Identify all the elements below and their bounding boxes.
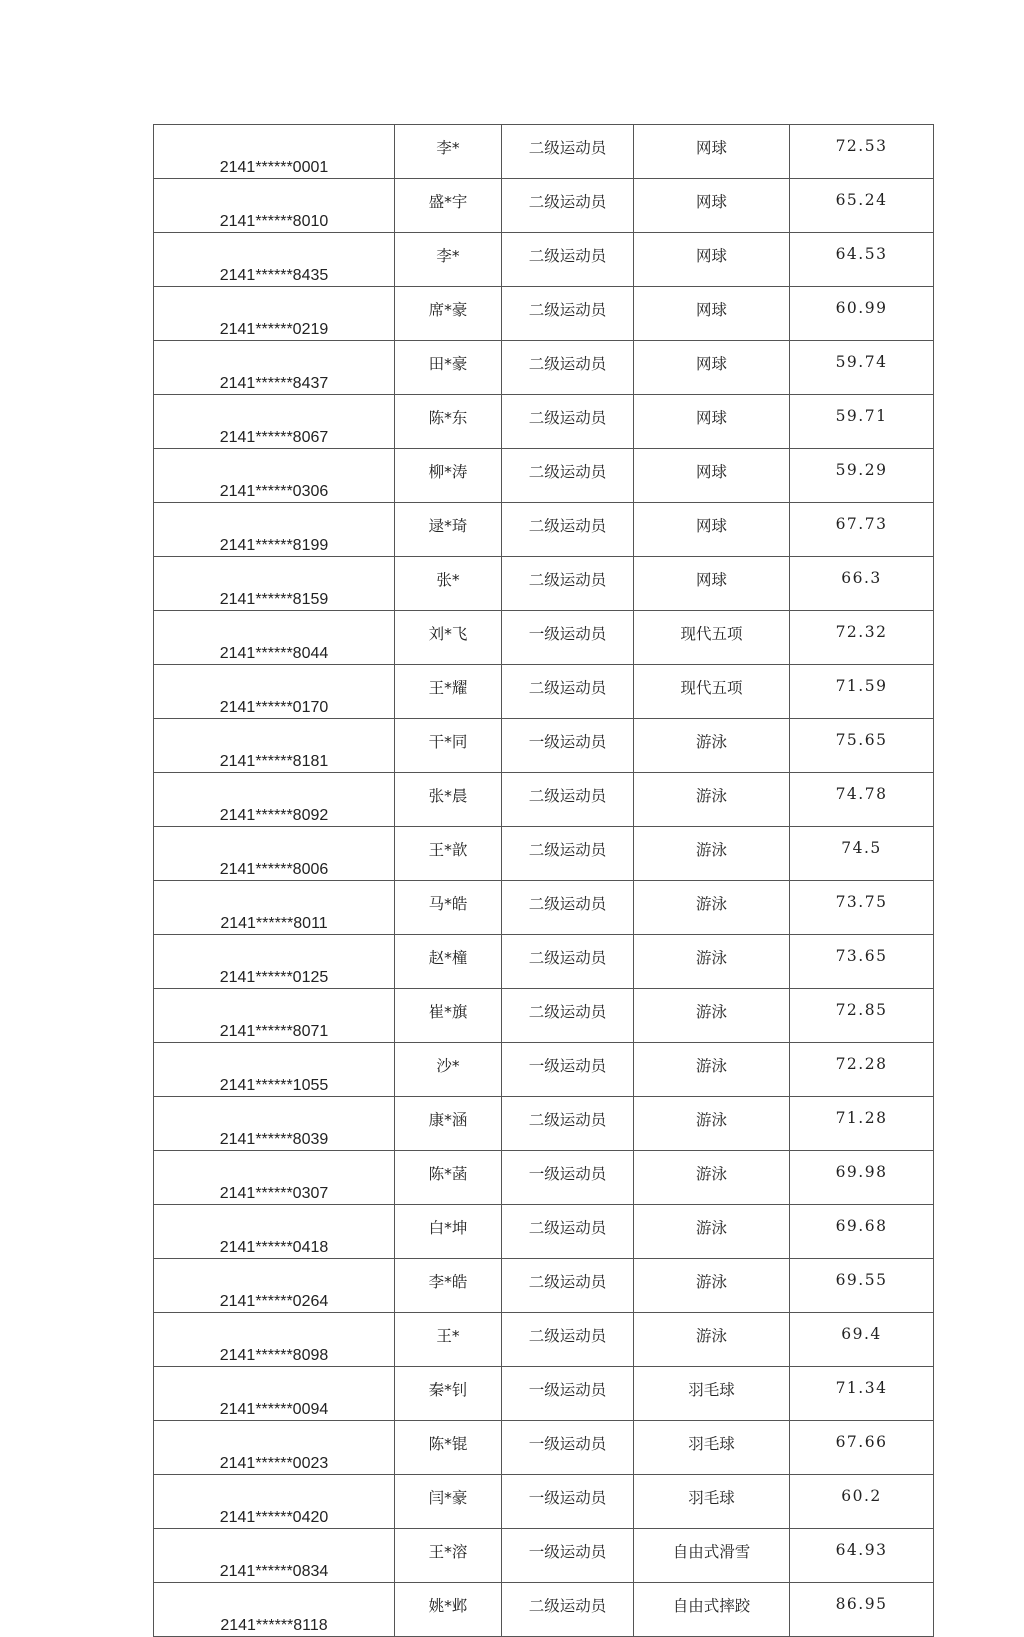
athlete-name-cell: 李* (395, 233, 502, 287)
table-row (154, 233, 934, 287)
sport-cell: 羽毛球 (634, 1421, 790, 1475)
athlete-name-cell: 逯*琦 (395, 503, 502, 557)
score-cell: 59.29 (790, 449, 934, 503)
table-row (154, 935, 934, 989)
score-cell: 72.53 (790, 125, 934, 179)
score-cell: 59.71 (790, 395, 934, 449)
athlete-name-cell: 陈*锟 (395, 1421, 502, 1475)
athlete-level-cell: 二级运动员 (502, 773, 634, 827)
candidate-id-cell: 2141******8006 (154, 827, 395, 881)
candidate-id-cell: 2141******0418 (154, 1205, 395, 1259)
table-row (154, 665, 934, 719)
sport-cell: 网球 (634, 341, 790, 395)
athlete-name-cell: 马*皓 (395, 881, 502, 935)
table-row (154, 989, 934, 1043)
sport-cell: 自由式滑雪 (634, 1529, 790, 1583)
score-cell: 73.75 (790, 881, 934, 935)
athlete-level-cell: 二级运动员 (502, 881, 634, 935)
score-cell: 71.59 (790, 665, 934, 719)
candidate-id-cell: 2141******1055 (154, 1043, 395, 1097)
athlete-level-cell: 二级运动员 (502, 341, 634, 395)
candidate-id-cell: 2141******0001 (154, 125, 395, 179)
candidate-id-cell: 2141******0834 (154, 1529, 395, 1583)
score-cell: 59.74 (790, 341, 934, 395)
score-cell: 67.73 (790, 503, 934, 557)
athlete-level-cell: 二级运动员 (502, 827, 634, 881)
athlete-level-cell: 二级运动员 (502, 1205, 634, 1259)
athlete-level-cell: 一级运动员 (502, 1475, 634, 1529)
candidate-id-cell: 2141******8118 (154, 1583, 395, 1637)
score-cell: 64.53 (790, 233, 934, 287)
athlete-level-cell: 二级运动员 (502, 557, 634, 611)
athlete-name-cell: 干*同 (395, 719, 502, 773)
score-cell: 60.2 (790, 1475, 934, 1529)
score-cell: 86.95 (790, 1583, 934, 1637)
sport-cell: 网球 (634, 395, 790, 449)
candidate-id-cell: 2141******0125 (154, 935, 395, 989)
candidate-id-cell: 2141******8199 (154, 503, 395, 557)
candidate-id-cell: 2141******8044 (154, 611, 395, 665)
sport-cell: 游泳 (634, 1043, 790, 1097)
athlete-level-cell: 二级运动员 (502, 125, 634, 179)
candidate-id-cell: 2141******0264 (154, 1259, 395, 1313)
athlete-level-cell: 二级运动员 (502, 1313, 634, 1367)
candidate-id-cell: 2141******8071 (154, 989, 395, 1043)
candidate-id-cell: 2141******8092 (154, 773, 395, 827)
athlete-level-cell: 二级运动员 (502, 665, 634, 719)
athlete-score-table (153, 124, 934, 1637)
sport-cell: 网球 (634, 557, 790, 611)
score-cell: 69.68 (790, 1205, 934, 1259)
sport-cell: 游泳 (634, 1151, 790, 1205)
athlete-level-cell: 一级运动员 (502, 1529, 634, 1583)
candidate-id-cell: 2141******8159 (154, 557, 395, 611)
athlete-name-cell: 李* (395, 125, 502, 179)
score-cell: 72.85 (790, 989, 934, 1043)
athlete-level-cell: 一级运动员 (502, 1421, 634, 1475)
table-row (154, 773, 934, 827)
score-cell: 67.66 (790, 1421, 934, 1475)
score-cell: 74.5 (790, 827, 934, 881)
table-row (154, 1313, 934, 1367)
score-cell: 64.93 (790, 1529, 934, 1583)
score-cell: 69.4 (790, 1313, 934, 1367)
table-row (154, 1259, 934, 1313)
sport-cell: 网球 (634, 179, 790, 233)
candidate-id-cell: 2141******0094 (154, 1367, 395, 1421)
sport-cell: 游泳 (634, 881, 790, 935)
athlete-name-cell: 席*豪 (395, 287, 502, 341)
athlete-level-cell: 二级运动员 (502, 1097, 634, 1151)
athlete-name-cell: 陈*菡 (395, 1151, 502, 1205)
athlete-level-cell: 一级运动员 (502, 1367, 634, 1421)
candidate-id-cell: 2141******0420 (154, 1475, 395, 1529)
sport-cell: 网球 (634, 449, 790, 503)
sport-cell: 网球 (634, 287, 790, 341)
sport-cell: 游泳 (634, 989, 790, 1043)
athlete-level-cell: 二级运动员 (502, 989, 634, 1043)
sport-cell: 网球 (634, 125, 790, 179)
table-row (154, 1151, 934, 1205)
athlete-level-cell: 二级运动员 (502, 503, 634, 557)
score-cell: 71.34 (790, 1367, 934, 1421)
score-cell: 71.28 (790, 1097, 934, 1151)
athlete-name-cell: 王*溶 (395, 1529, 502, 1583)
score-cell: 72.32 (790, 611, 934, 665)
candidate-id-cell: 2141******0023 (154, 1421, 395, 1475)
score-cell: 60.99 (790, 287, 934, 341)
score-cell: 73.65 (790, 935, 934, 989)
sport-cell: 现代五项 (634, 611, 790, 665)
athlete-name-cell: 康*涵 (395, 1097, 502, 1151)
athlete-name-cell: 陈*东 (395, 395, 502, 449)
athlete-level-cell: 一级运动员 (502, 611, 634, 665)
table-row (154, 1367, 934, 1421)
athlete-level-cell: 二级运动员 (502, 395, 634, 449)
table-row (154, 503, 934, 557)
athlete-level-cell: 一级运动员 (502, 1043, 634, 1097)
candidate-id-cell: 2141******0170 (154, 665, 395, 719)
athlete-level-cell: 一级运动员 (502, 1151, 634, 1205)
athlete-level-cell: 二级运动员 (502, 233, 634, 287)
athlete-level-cell: 二级运动员 (502, 1259, 634, 1313)
table-row (154, 881, 934, 935)
candidate-id-cell: 2141******8098 (154, 1313, 395, 1367)
athlete-level-cell: 二级运动员 (502, 935, 634, 989)
candidate-id-cell: 2141******0306 (154, 449, 395, 503)
sport-cell: 现代五项 (634, 665, 790, 719)
table-row (154, 395, 934, 449)
table-row (154, 557, 934, 611)
sport-cell: 游泳 (634, 1313, 790, 1367)
table-row (154, 827, 934, 881)
candidate-id-cell: 2141******8011 (154, 881, 395, 935)
table-row (154, 1043, 934, 1097)
athlete-level-cell: 一级运动员 (502, 719, 634, 773)
sport-cell: 游泳 (634, 773, 790, 827)
table-row (154, 1583, 934, 1637)
athlete-name-cell: 崔*旗 (395, 989, 502, 1043)
athlete-level-cell: 二级运动员 (502, 1583, 634, 1637)
score-cell: 74.78 (790, 773, 934, 827)
athlete-name-cell: 王*歆 (395, 827, 502, 881)
athlete-name-cell: 赵*橦 (395, 935, 502, 989)
candidate-id-cell: 2141******8067 (154, 395, 395, 449)
table-row (154, 125, 934, 179)
sport-cell: 自由式摔跤 (634, 1583, 790, 1637)
table-row (154, 341, 934, 395)
table-row (154, 179, 934, 233)
athlete-name-cell: 盛*宇 (395, 179, 502, 233)
athlete-name-cell: 李*皓 (395, 1259, 502, 1313)
sport-cell: 羽毛球 (634, 1367, 790, 1421)
table-row (154, 449, 934, 503)
sport-cell: 游泳 (634, 827, 790, 881)
athlete-level-cell: 二级运动员 (502, 449, 634, 503)
sport-cell: 游泳 (634, 1097, 790, 1151)
sport-cell: 游泳 (634, 1259, 790, 1313)
table-row (154, 1529, 934, 1583)
athlete-name-cell: 沙* (395, 1043, 502, 1097)
table-row (154, 719, 934, 773)
score-cell: 75.65 (790, 719, 934, 773)
athlete-name-cell: 王*耀 (395, 665, 502, 719)
candidate-id-cell: 2141******0219 (154, 287, 395, 341)
athlete-level-cell: 二级运动员 (502, 179, 634, 233)
athlete-name-cell: 柳*涛 (395, 449, 502, 503)
table-row (154, 1097, 934, 1151)
athlete-name-cell: 张* (395, 557, 502, 611)
score-cell: 66.3 (790, 557, 934, 611)
athlete-name-cell: 田*豪 (395, 341, 502, 395)
score-cell: 72.28 (790, 1043, 934, 1097)
candidate-id-cell: 2141******8435 (154, 233, 395, 287)
table-row (154, 611, 934, 665)
sport-cell: 羽毛球 (634, 1475, 790, 1529)
table-row (154, 1205, 934, 1259)
table-body (154, 125, 934, 1637)
candidate-id-cell: 2141******8181 (154, 719, 395, 773)
candidate-id-cell: 2141******8437 (154, 341, 395, 395)
sport-cell: 网球 (634, 503, 790, 557)
athlete-name-cell: 刘*飞 (395, 611, 502, 665)
athlete-name-cell: 张*晨 (395, 773, 502, 827)
score-cell: 69.98 (790, 1151, 934, 1205)
athlete-name-cell: 王* (395, 1313, 502, 1367)
sport-cell: 游泳 (634, 1205, 790, 1259)
athlete-name-cell: 姚*邺 (395, 1583, 502, 1637)
table-row (154, 287, 934, 341)
candidate-id-cell: 2141******0307 (154, 1151, 395, 1205)
table-row (154, 1475, 934, 1529)
athlete-name-cell: 秦*钊 (395, 1367, 502, 1421)
sport-cell: 游泳 (634, 719, 790, 773)
candidate-id-cell: 2141******8010 (154, 179, 395, 233)
candidate-id-cell: 2141******8039 (154, 1097, 395, 1151)
athlete-name-cell: 闫*豪 (395, 1475, 502, 1529)
athlete-name-cell: 白*坤 (395, 1205, 502, 1259)
sport-cell: 游泳 (634, 935, 790, 989)
sport-cell: 网球 (634, 233, 790, 287)
score-cell: 65.24 (790, 179, 934, 233)
score-cell: 69.55 (790, 1259, 934, 1313)
athlete-level-cell: 二级运动员 (502, 287, 634, 341)
